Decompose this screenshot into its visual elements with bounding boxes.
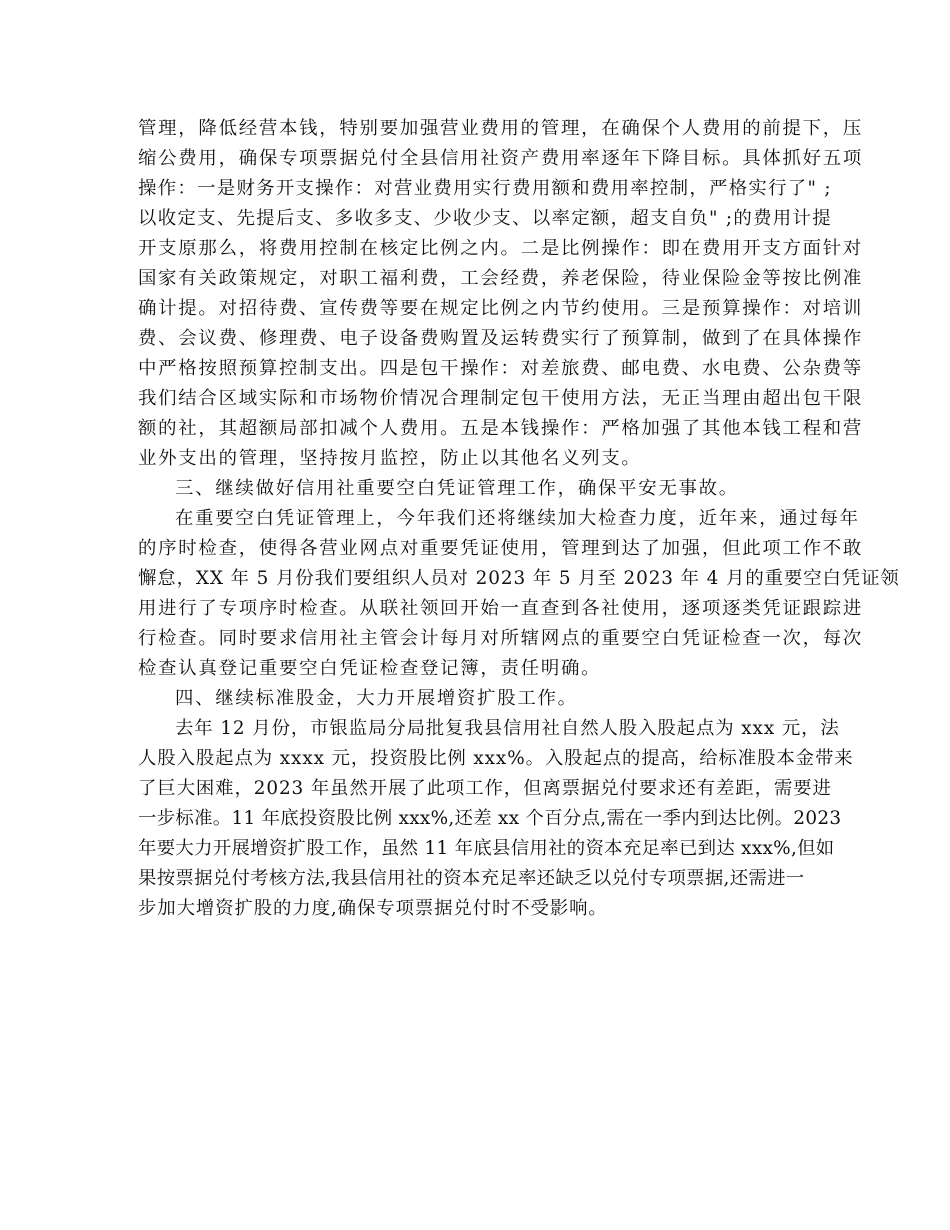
- section-heading: 四、继续标准股金，大力开展增资扩股工作。: [175, 688, 578, 709]
- text-line: 检查认真登记重要空白凭证检查登记簿，责任明确。: [138, 658, 602, 679]
- text-line: 额的社，其超额局部扣减个人费用。五是本钱操作：严格加强了其他本钱工程和营: [138, 418, 864, 439]
- text-line: 以收定支、先提后支、多收多支、少收少支、以率定额，超支自负" ;的费用计提: [138, 208, 832, 229]
- text-line: 了巨大困难，2023 年虽然开展了此项工作，但离票据兑付要求还有差距，需要进: [138, 778, 832, 799]
- text-line: 人股入股起点为 xxxx 元，投资股比例 xxx%。入股起点的提高，给标准股本金带来: [138, 748, 854, 769]
- text-line: 我们结合区域实际和市场物价情况合理制定包干使用方法，无正当理由超出包干限: [138, 388, 864, 409]
- text-line: 缩公费用，确保专项票据兑付全县信用社资产费用率逐年下降目标。具体抓好五项: [138, 148, 864, 169]
- text-line: 用进行了专项序时检查。从联社领回开始一直查到各社使用，逐项逐类凭证跟踪进: [138, 598, 864, 619]
- text-line: 一步标准。11 年底投资股比例 xxx%,还差 xx 个百分点,需在一季内到达比例。2023: [138, 808, 842, 829]
- text-line: 业外支出的管理，坚持按月监控，防止以其他名义列支。: [138, 448, 642, 469]
- text-line: 果按票据兑付考核方法,我县信用社的资本充足率还缺乏以兑付专项票据,还需进一: [138, 868, 805, 889]
- text-line: 行检查。同时要求信用社主管会计每月对所辖网点的重要空白凭证检查一次，每次: [138, 628, 864, 649]
- text-line: 开支原那么，将费用控制在核定比例之内。二是比例操作：即在费用开支方面针对: [138, 238, 864, 259]
- text-line: 在重要空白凭证管理上，今年我们还将继续加大检查力度，近年来，通过每年: [175, 508, 860, 529]
- text-line: 步加大增资扩股的力度,确保专项票据兑付时不受影响。: [138, 898, 608, 919]
- text-line: 中严格按照预算控制支出。四是包干操作：对差旅费、邮电费、水电费、公杂费等: [138, 358, 864, 379]
- text-line: 国家有关政策规定，对职工福利费，工会经费，养老保险，待业保险金等按比例准: [138, 268, 864, 289]
- text-line: 确计提。对招待费、宣传费等要在规定比例之内节约使用。三是预算操作：对培训: [138, 298, 864, 319]
- section-heading: 三、继续做好信用社重要空白凭证管理工作，确保平安无事故。: [175, 478, 739, 499]
- text-line: 管理，降低经营本钱，特别要加强营业费用的管理，在确保个人费用的前提下，压: [138, 118, 864, 139]
- document-body: [138, 114, 900, 924]
- text-line: 费、会议费、修理费、电子设备费购置及运转费实行了预算制，做到了在具体操作: [138, 328, 864, 349]
- text-line: 年要大力开展增资扩股工作，虽然 11 年底县信用社的资本充足率已到达 xxx%,但如: [138, 838, 835, 859]
- text-line: 的序时检查，使得各营业网点对重要凭证使用，管理到达了加强，但此项工作不敢: [138, 538, 864, 559]
- text-line: 去年 12 月份，市银监局分局批复我县信用社自然人股入股起点为 xxx 元，法: [175, 718, 840, 739]
- text-line: 操作：一是财务开支操作：对营业费用实行费用额和费用率控制，严格实行了" ;: [138, 178, 832, 199]
- text-line: 懈怠，XX 年 5 月份我们要组织人员对 2023 年 5 月至 2023 年 4 月的重要空白凭证领: [138, 568, 900, 589]
